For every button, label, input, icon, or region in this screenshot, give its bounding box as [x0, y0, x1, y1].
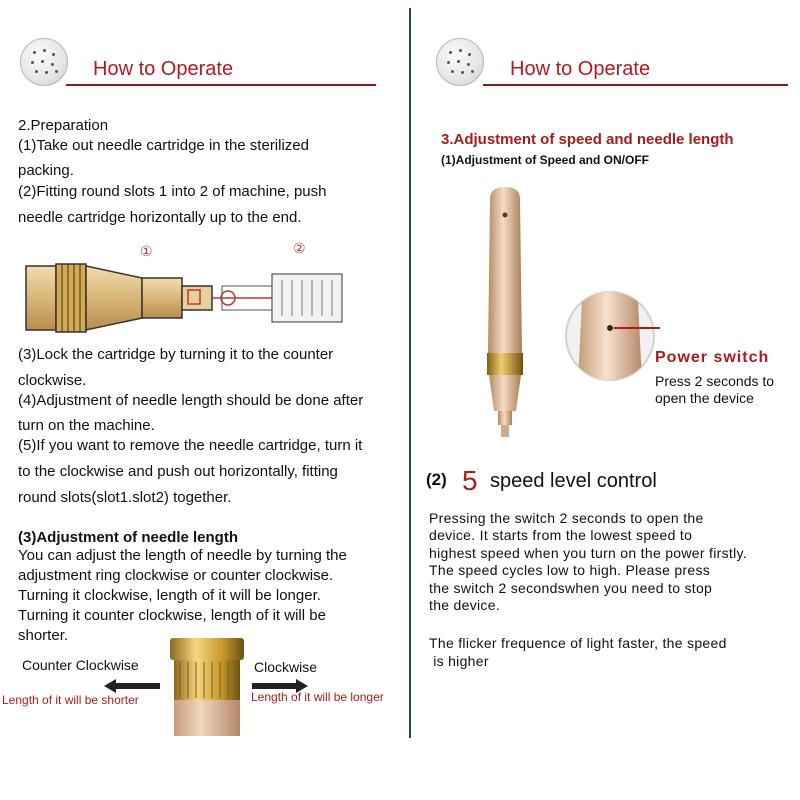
pen-device-illustration: [480, 185, 530, 443]
step-line-6: to the clockwise and push out horizontally, fitting: [18, 463, 338, 480]
adjust-line-3: Turning it clockwise, length of it will be longer.: [18, 587, 321, 604]
flicker-line-2: is higher: [429, 653, 489, 669]
prep-line-3: (2)Fitting round slots 1 into 2 of machine, push: [18, 183, 327, 200]
step-line-5: (5)If you want to remove the needle cartridge, turn it: [18, 437, 363, 454]
desc-line-4: The speed cycles low to high. Please press: [429, 562, 711, 578]
step-line-4: turn on the machine.: [18, 417, 155, 434]
cartridge-slot-illustration: [22, 258, 362, 338]
power-switch-title: Power switch: [655, 349, 770, 366]
power-line-1: Press 2 seconds to: [655, 373, 775, 389]
dotted-circle-icon: [20, 38, 68, 86]
slot-label-2: ②: [293, 240, 306, 256]
prep-line-1: (1)Take out needle cartridge in the sterilized: [18, 137, 309, 154]
left-header-title: How to Operate: [93, 58, 234, 80]
left-header-rule: [66, 84, 376, 86]
slot-label-1: ①: [140, 243, 153, 259]
step-line-3: (4)Adjustment of needle length should be done after: [18, 392, 364, 409]
desc-line-5: the switch 2 secondswhen you need to stop: [429, 580, 713, 596]
adjust-line-2: adjustment ring clockwise or counter clockwise.: [18, 567, 334, 584]
speed-section-subtitle: (1)Adjustment of Speed and ON/OFF: [441, 153, 650, 167]
speed-section-title: 3.Adjustment of speed and needle length: [441, 131, 734, 148]
step-line-1: (3)Lock the cartridge by turning it to the counter: [18, 346, 334, 363]
prep-line-4: needle cartridge horizontally up to the end.: [18, 209, 302, 226]
adjust-title: (3)Adjustment of needle length: [18, 529, 239, 546]
prep-heading: 2.Preparation: [18, 117, 109, 134]
prep-line-2: packing.: [18, 162, 74, 179]
shorter-label: Length of it will be shorter: [2, 693, 139, 707]
adjust-line-4: Turning it counter clockwise, length of it will be: [18, 607, 326, 624]
desc-line-2: device. It starts from the lowest speed to: [429, 527, 693, 543]
clockwise-label: Clockwise: [254, 659, 318, 675]
power-line-2: open the device: [655, 390, 754, 406]
counter-clockwise-label: Counter Clockwise: [22, 657, 139, 673]
adjust-line-1: You can adjust the length of needle by turning the: [18, 547, 347, 564]
speed-level-number: 5: [462, 465, 478, 496]
speed-number: (2): [426, 470, 447, 489]
step-line-2: clockwise.: [18, 372, 87, 389]
desc-line-6: the device.: [429, 597, 501, 613]
right-header-title: How to Operate: [510, 58, 651, 80]
right-header-rule: [483, 84, 788, 86]
desc-line-1: Pressing the switch 2 seconds to open the: [429, 510, 704, 526]
step-line-7: round slots(slot1.slot2) together.: [18, 489, 232, 506]
switch-zoom-illustration: [560, 290, 660, 382]
speed-level-title: speed level control: [490, 470, 657, 492]
center-divider: [409, 8, 411, 738]
adjustment-ring-illustration: [162, 636, 252, 736]
longer-label: Length of it will be longer: [251, 690, 384, 704]
dotted-circle-icon: [436, 38, 484, 86]
desc-line-3: highest speed when you turn on the power firstly.: [429, 545, 747, 561]
flicker-line-1: The flicker frequence of light faster, the speed: [429, 635, 727, 651]
adjust-line-5: shorter.: [18, 627, 69, 644]
